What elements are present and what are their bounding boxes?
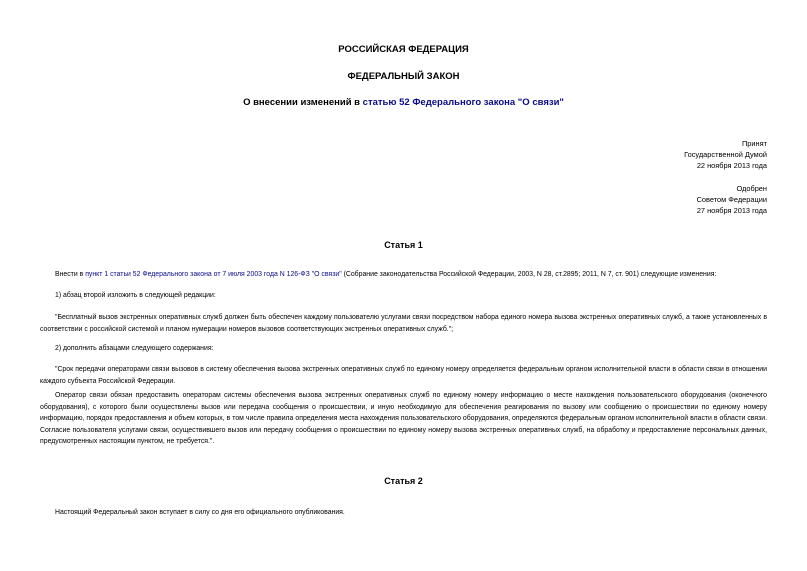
article-1-item-2-text-2: Оператор связи обязан предоставить операторам системы обеспечения вызова экстренных оперативных служб по единому номеру информацию о месте нахождения пользовательского оборудования (оконечного оборудования), с которого были осуществлены вызов или передача сообщения о происшествии, и иную необходимую для обеспечения реагирования по вызову или сообщению о происшествии по единому номеру информацию, порядок предоставления и объем которых, в том числе правила определения места нахождения пользовательского оборудования, определяются федеральным органом исполнительной власти в области связи. Согласие пользователя услугами связи, осуществившего вызов или передачу сообщения о происшествии по единому номеру вызова экстренных оперативных служб, на обработку и предоставление персональных данных, предусмотренных настоящим пунктом, не требуется.". (40, 392, 767, 446)
law-subject-title (0, 97, 807, 108)
article-2-text: Настоящий Федеральный закон вступает в силу со дня его официального опубликования. (55, 509, 345, 516)
article-1-item-1-text: "Бесплатный вызов экстренных оперативных служб должен быть обеспечен каждому пользователю услугами связи посредством набора единого номера вызова экстренных оперативных служб, а также установленных в соответствии с российской системой и планом нумерации номеров вызовов соответствующих экстренных оперативных служб."; (40, 314, 767, 333)
adopted-date: 22 ноября 2013 года (696, 161, 767, 170)
article-1-intro (40, 269, 767, 281)
intro-link[interactable]: пункт 1 статьи 52 Федерального закона от 7 июля 2003 года N 126-ФЗ "О связи" (85, 271, 342, 278)
approved-date: 27 ноября 2013 года (696, 206, 767, 215)
article-1-item-2-text-1: "Срок передачи операторами связи вызовов в систему обеспечения вызова экстренных оперативных служб по единому номеру определяется федеральным органом исполнительной власти в области связи в отношении каждого субъекта Российской Федерации. (40, 366, 767, 385)
subject-link[interactable]: статью 52 Федерального закона "О связи" (362, 97, 564, 108)
country-heading: РОССИЙСКАЯ ФЕДЕРАЦИЯ (338, 44, 469, 55)
approved-body: Советом Федерации (696, 195, 767, 204)
article-1-title: Статья 1 (384, 240, 423, 250)
approval-block (697, 183, 767, 216)
approved-label: Одобрен (736, 184, 767, 193)
intro-prefix: Внести в (55, 271, 86, 278)
intro-suffix: (Собрание законодательства Российской Федерации, 2003, N 28, ст.2895; 2011, N 7, ст. 901) следующие изменения: (341, 271, 717, 278)
subject-prefix: О внесении изменений в (243, 97, 363, 108)
article-1-item-2: 2) дополнить абзацами следующего содержания: (55, 345, 214, 352)
article-1-item-1: 1) абзац второй изложить в следующей редакции: (55, 292, 216, 299)
adoption-block (684, 138, 767, 171)
adopted-body: Государственной Думой (684, 150, 767, 159)
article-2-title: Статья 2 (384, 476, 423, 486)
document-type-heading: ФЕДЕРАЛЬНЫЙ ЗАКОН (347, 71, 460, 82)
adopted-label: Принят (741, 139, 767, 148)
